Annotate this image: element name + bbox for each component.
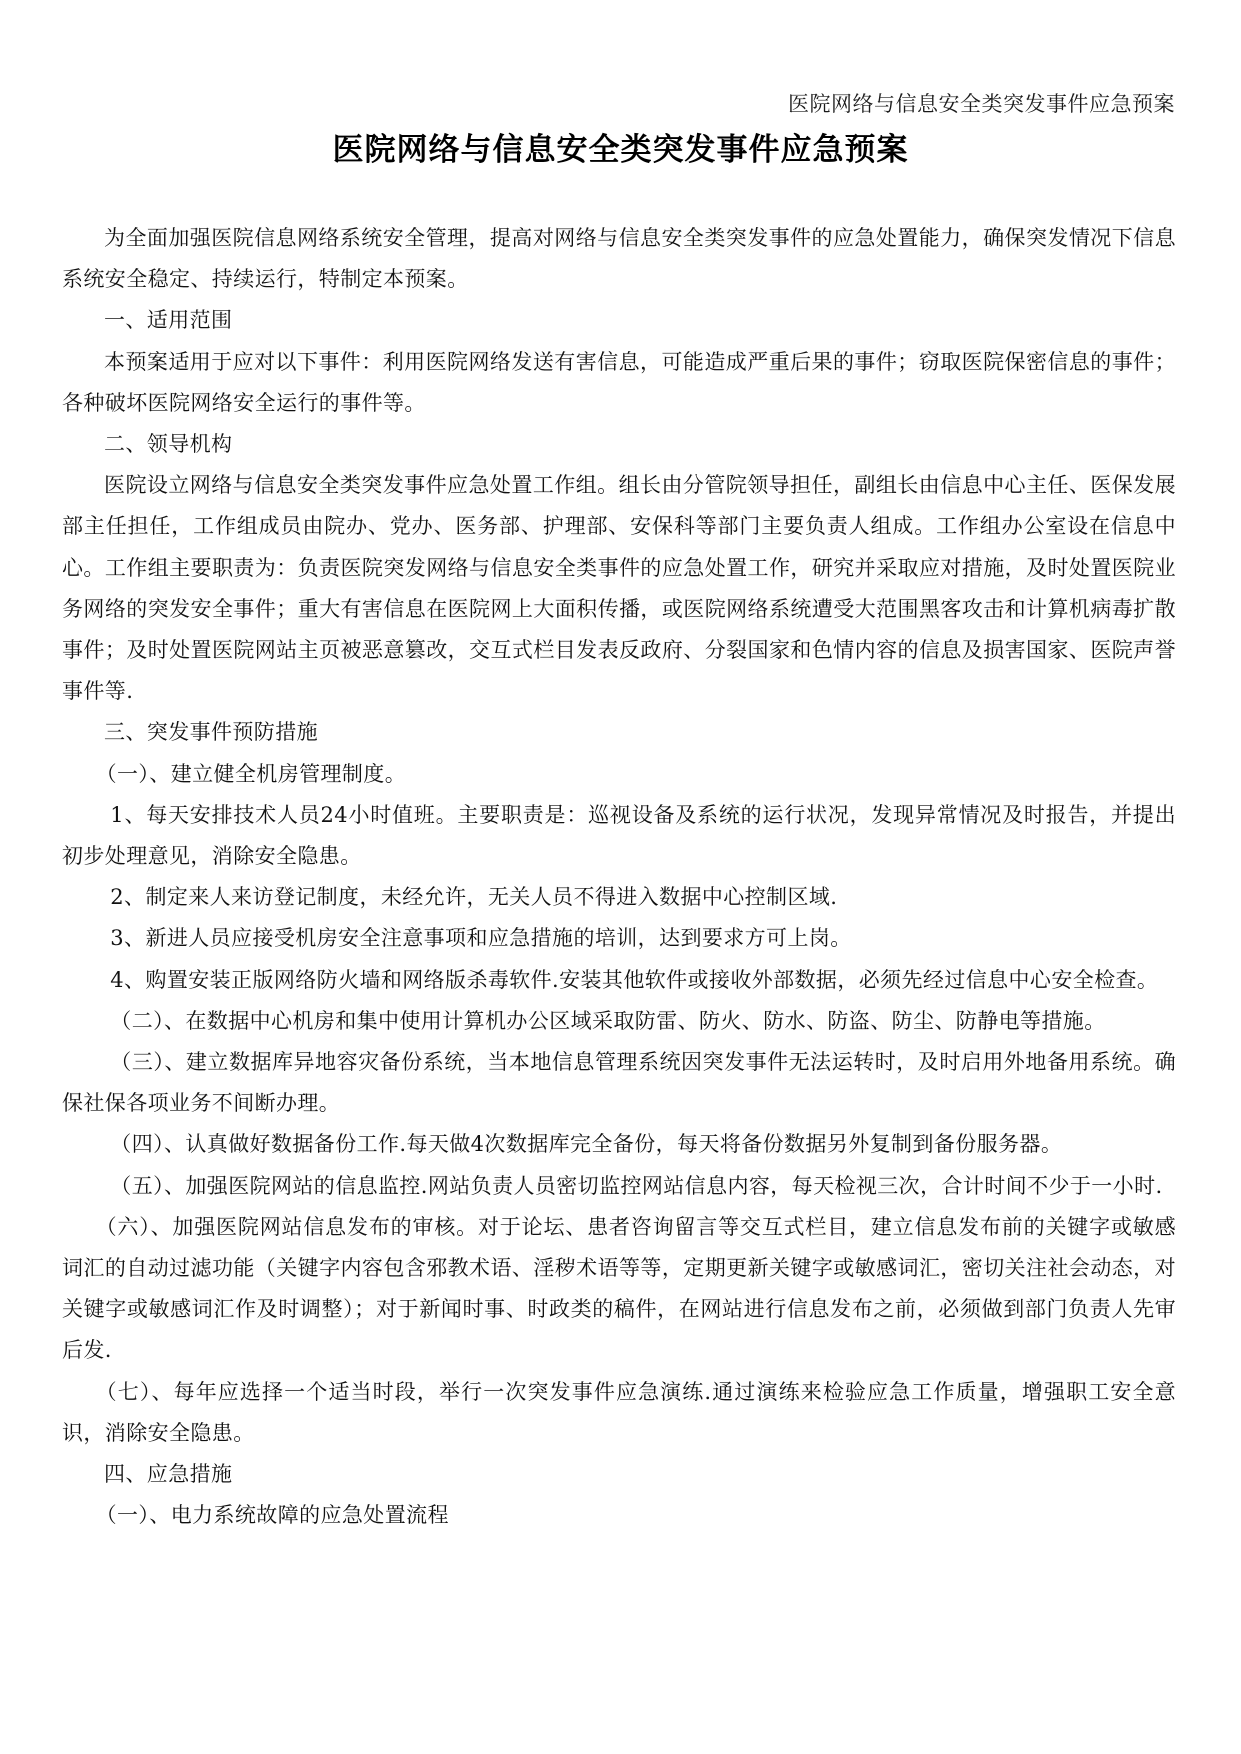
document-body	[62, 218, 1176, 1537]
paragraph-intro: 为全面加强医院信息网络系统安全管理，提高对网络与信息安全类突发事件的应急处置能力，确保突发情况下信息系统安全稳定、持续运行，特制定本预案。	[62, 226, 1176, 292]
section-heading-emergency: 四、应急措施	[104, 1462, 233, 1487]
list-item-3: 3、新进人员应接受机房安全注意事项和应急措施的培训，达到要求方可上岗。	[110, 926, 852, 951]
list-item-1: 1、每天安排技术人员24小时值班。主要职责是：巡视设备及系统的运行状况，发现异常情况及时报告，并提出初步处理意见，消除安全隐患。	[62, 802, 1176, 869]
subsection-5: （五）、加强医院网站的信息监控.网站负责人员密切监控网站信息内容，每天检视三次，合计时间不少于一小时.	[110, 1173, 1163, 1198]
subsection-heading-1: （一）、建立健全机房管理制度。	[95, 761, 407, 786]
list-item-2: 2、制定来人来访登记制度，未经允许，无关人员不得进入数据中心控制区域.	[110, 885, 838, 910]
subsection-2: （二）、在数据中心机房和集中使用计算机办公区域采取防雷、防火、防水、防盗、防尘、防静电等措施。	[110, 1008, 1106, 1033]
subsection-6: （六）、加强医院网站信息发布的审核。对于论坛、患者咨询留言等交互式栏目，建立信息发布前的关键字或敏感词汇的自动过滤功能（关键字内容包含邪教术语、淫秽术语等等，定期更新关键字或敏感词汇，密切关注社会动态，对关键字或敏感词汇作及时调整）；对于新闻时事、时政类的稿件，在网站进行信息发布之前，必须做到部门负责人先审后发.	[62, 1214, 1176, 1363]
document-title: 医院网络与信息安全类突发事件应急预案	[332, 132, 909, 168]
subsection-7: （七）、每年应选择一个适当时段，举行一次突发事件应急演练.通过演练来检验应急工作质量，增强职工安全意识，消除安全隐患。	[62, 1379, 1176, 1445]
paragraph-scope: 本预案适用于应对以下事件：利用医院网络发送有害信息，可能造成严重后果的事件；窃取医院保密信息的事件；各种破坏医院网络安全运行的事件等。	[62, 349, 1176, 415]
section-heading-prevention: 三、突发事件预防措施	[104, 720, 318, 745]
paragraph-leadership: 医院设立网络与信息安全类突发事件应急处置工作组。组长由分管院领导担任，副组长由信息中心主任、医保发展部主任担任，工作组成员由院办、党办、医务部、护理部、安保科等部门主要负责人组成。工作组办公室设在信息中心。工作组主要职责为：负责医院突发网络与信息安全类事件的应急处置工作，研究并采取应对措施，及时处置医院业务网络的突发安全事件；重大有害信息在医院网上大面积传播，或医院网络系统遭受大范围黑客攻击和计算机病毒扩散事件；及时处置医院网站主页被恶意篡改，交互式栏目发表反政府、分裂国家和色情内容的信息及损害国家、医院声誉事件等.	[62, 473, 1176, 704]
section-heading-scope: 一、适用范围	[104, 308, 233, 333]
list-item-4: 4、购置安装正版网络防火墙和网络版杀毒软件.安装其他软件或接收外部数据，必须先经过信息中心安全检查。	[110, 967, 1159, 992]
subsection-4: （四）、认真做好数据备份工作.每天做4次数据库完全备份，每天将备份数据另外复制到备份服务器。	[110, 1132, 1063, 1157]
subsection-power-failure: （一）、电力系统故障的应急处置流程	[95, 1503, 449, 1528]
running-header: 医院网络与信息安全类突发事件应急预案	[788, 92, 1175, 116]
section-heading-leadership: 二、领导机构	[104, 432, 233, 457]
subsection-3: （三）、建立数据库异地容灾备份系统，当本地信息管理系统因突发事件无法运转时，及时启用外地备用系统。确保社保各项业务不间断办理。	[62, 1050, 1176, 1116]
